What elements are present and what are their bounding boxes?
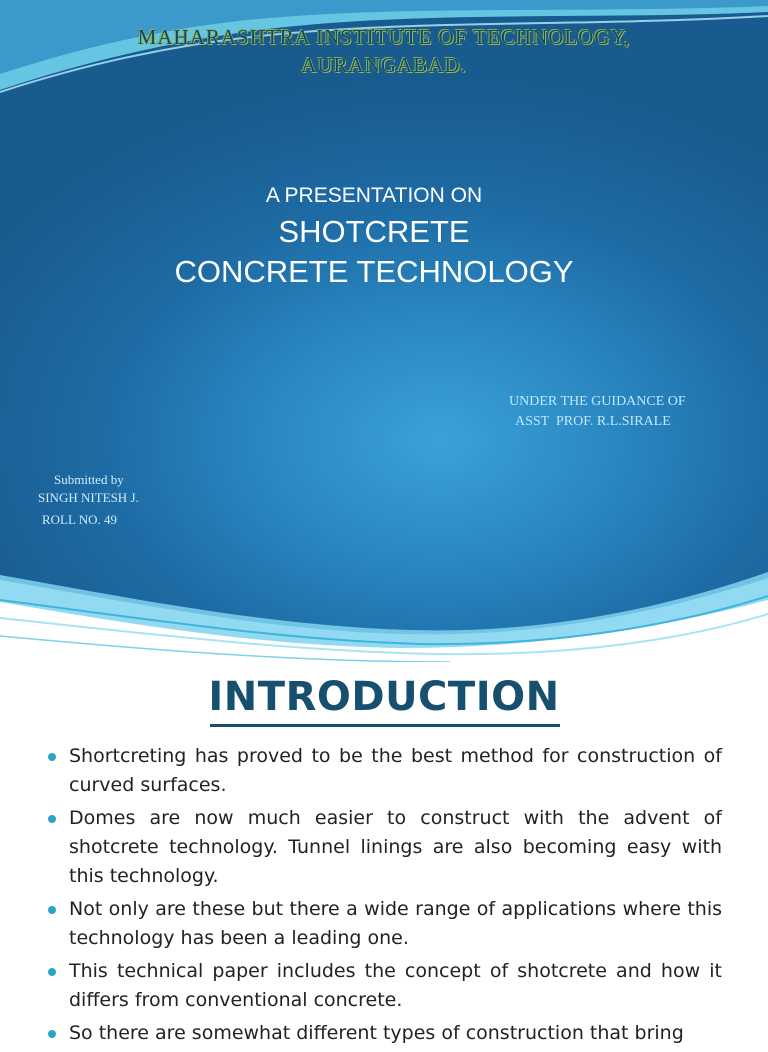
bullet-icon — [48, 906, 56, 914]
presentation-intro: A PRESENTATION ON — [265, 184, 483, 207]
bullet-item — [0, 742, 768, 800]
bullet-item — [0, 1019, 768, 1048]
guidance-label: UNDER THE GUIDANCE OF — [509, 394, 686, 409]
bullet-text: Domes are now much easier to construct with the advent of shotcrete technology. Tunnel linings are also becoming easy with this technology. — [69, 807, 722, 887]
bullet-text: So there are somewhat different types of construction that bring — [69, 1022, 684, 1044]
presentation-subtitle: CONCRETE TECHNOLOGY — [174, 254, 574, 289]
bullet-text: This technical paper includes the concept of shotcrete and how it differs from conventional concrete. — [69, 960, 722, 1011]
guide-name: ASST PROF. R.L.SIRALE — [515, 414, 671, 429]
bullet-text: Shortcreting has proved to be the best method for construction of curved surfaces. — [69, 745, 722, 796]
heading-underline — [210, 724, 560, 727]
roll-number: ROLL NO. 49 — [42, 512, 117, 527]
bullet-icon — [48, 968, 56, 976]
bullet-item — [0, 804, 768, 891]
introduction-slide — [0, 662, 768, 1044]
slide-heading: INTRODUCTION — [208, 674, 560, 720]
student-name: SINGH NITESH J. — [38, 490, 139, 505]
institute-city: AURANGABAD. — [301, 53, 467, 77]
bullet-list — [0, 742, 768, 1052]
presentation-title: SHOTCRETE — [278, 214, 470, 249]
bullet-item — [0, 895, 768, 953]
bullet-text: Not only are these but there a wide range of applications where this technology has been a leading one. — [69, 898, 722, 949]
bullet-item — [0, 957, 768, 1015]
bullet-icon — [48, 753, 56, 761]
submitted-by-label: Submitted by — [54, 472, 124, 487]
bullet-icon — [48, 1030, 56, 1038]
bullet-icon — [48, 815, 56, 823]
institute-name: MAHARASHTRA INSTITUTE OF TECHNOLOGY, — [137, 25, 631, 49]
